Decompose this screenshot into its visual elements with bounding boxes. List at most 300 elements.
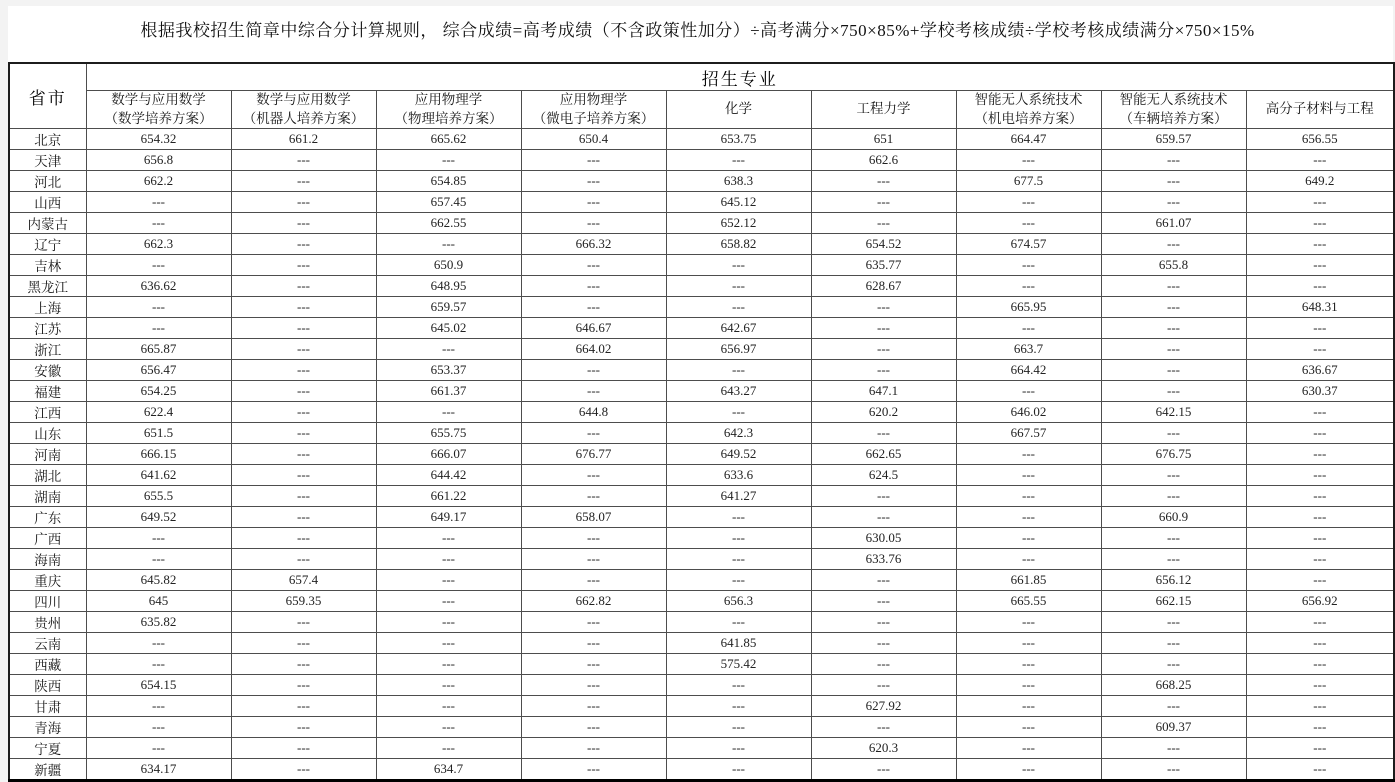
province-cell: 贵州 <box>9 612 86 633</box>
score-cell: --- <box>1246 318 1394 339</box>
score-cell: 635.82 <box>86 612 231 633</box>
province-cell: 吉林 <box>9 255 86 276</box>
score-cell: --- <box>1101 318 1246 339</box>
score-cell: --- <box>1246 759 1394 781</box>
score-cell: 645.02 <box>376 318 521 339</box>
score-cell: --- <box>231 318 376 339</box>
table-row <box>9 696 1394 717</box>
score-cell: --- <box>231 549 376 570</box>
table-row <box>9 675 1394 696</box>
score-cell: --- <box>666 549 811 570</box>
score-cell: --- <box>86 633 231 654</box>
score-cell: 653.37 <box>376 360 521 381</box>
score-cell: --- <box>376 234 521 255</box>
score-cell: --- <box>231 465 376 486</box>
score-cell: 647.1 <box>811 381 956 402</box>
score-cell: --- <box>666 570 811 591</box>
score-cell: --- <box>666 696 811 717</box>
score-cell: 661.22 <box>376 486 521 507</box>
score-cell: --- <box>956 675 1101 696</box>
score-cell: --- <box>1246 654 1394 675</box>
score-cell: --- <box>811 570 956 591</box>
province-cell: 山东 <box>9 423 86 444</box>
score-cell: --- <box>811 423 956 444</box>
table-row <box>9 192 1394 213</box>
score-formula-note: 根据我校招生简章中综合分计算规则， 综合成绩=高考成绩（不含政策性加分）÷高考满分×750×85%+学校考核成绩÷学校考核成绩满分×750×15% <box>140 21 1255 40</box>
score-cell: 645.12 <box>666 192 811 213</box>
score-cell: --- <box>521 423 666 444</box>
score-cell: 654.32 <box>86 129 231 150</box>
score-cell: --- <box>666 675 811 696</box>
table-row <box>9 255 1394 276</box>
score-cell: --- <box>521 549 666 570</box>
score-cell: 662.3 <box>86 234 231 255</box>
score-cell: --- <box>521 255 666 276</box>
score-cell: --- <box>1246 255 1394 276</box>
province-cell: 湖北 <box>9 465 86 486</box>
score-cell: 657.4 <box>231 570 376 591</box>
score-cell: --- <box>1246 150 1394 171</box>
score-cell: --- <box>231 654 376 675</box>
score-cell: 656.92 <box>1246 591 1394 612</box>
score-cell: --- <box>666 738 811 759</box>
score-cell: --- <box>1246 276 1394 297</box>
score-cell: --- <box>956 192 1101 213</box>
score-cell: --- <box>1246 717 1394 738</box>
score-cell: --- <box>521 654 666 675</box>
score-cell: 662.65 <box>811 444 956 465</box>
province-cell: 甘肃 <box>9 696 86 717</box>
score-cell: 655.5 <box>86 486 231 507</box>
table-row <box>9 213 1394 234</box>
table-row <box>9 507 1394 528</box>
score-cell: 620.2 <box>811 402 956 423</box>
major-column-header: 高分子材料与工程 <box>1246 91 1394 129</box>
score-cell: --- <box>1101 465 1246 486</box>
score-cell: 659.57 <box>376 297 521 318</box>
score-cell: --- <box>376 591 521 612</box>
table-row <box>9 318 1394 339</box>
score-cell: --- <box>811 297 956 318</box>
table-row <box>9 360 1394 381</box>
score-cell: 654.85 <box>376 171 521 192</box>
score-cell: --- <box>1101 549 1246 570</box>
table-row <box>9 444 1394 465</box>
score-cell: 644.8 <box>521 402 666 423</box>
score-cell: 667.57 <box>956 423 1101 444</box>
score-cell: --- <box>1101 297 1246 318</box>
table-row <box>9 759 1394 781</box>
score-cell: 659.35 <box>231 591 376 612</box>
score-cell: 648.31 <box>1246 297 1394 318</box>
score-cell: --- <box>231 675 376 696</box>
score-cell: --- <box>521 171 666 192</box>
score-cell: --- <box>1246 507 1394 528</box>
province-cell: 江西 <box>9 402 86 423</box>
score-cell: --- <box>521 612 666 633</box>
score-cell: 646.67 <box>521 318 666 339</box>
score-cell: --- <box>1101 486 1246 507</box>
score-cell: 654.25 <box>86 381 231 402</box>
score-cell: --- <box>1101 234 1246 255</box>
score-cell: --- <box>231 171 376 192</box>
score-cell: --- <box>231 444 376 465</box>
score-cell: --- <box>956 696 1101 717</box>
score-cell: --- <box>376 150 521 171</box>
score-cell: --- <box>1101 150 1246 171</box>
province-cell: 云南 <box>9 633 86 654</box>
table-row <box>9 738 1394 759</box>
score-cell: --- <box>1246 549 1394 570</box>
score-cell: 636.62 <box>86 276 231 297</box>
score-cell: 651 <box>811 129 956 150</box>
score-cell: --- <box>956 612 1101 633</box>
province-cell: 海南 <box>9 549 86 570</box>
group-header-row <box>9 63 1394 91</box>
score-cell: --- <box>956 549 1101 570</box>
score-cell: --- <box>666 360 811 381</box>
province-cell: 青海 <box>9 717 86 738</box>
score-cell: --- <box>956 528 1101 549</box>
score-cell: 666.07 <box>376 444 521 465</box>
table-row <box>9 276 1394 297</box>
score-cell: 645 <box>86 591 231 612</box>
table-row <box>9 528 1394 549</box>
score-cell: 664.42 <box>956 360 1101 381</box>
score-cell: 650.9 <box>376 255 521 276</box>
score-cell: 656.47 <box>86 360 231 381</box>
score-cell: 641.85 <box>666 633 811 654</box>
score-cell: 642.67 <box>666 318 811 339</box>
score-cell: --- <box>811 591 956 612</box>
score-cell: 609.37 <box>1101 717 1246 738</box>
score-cell: --- <box>1246 192 1394 213</box>
score-cell: --- <box>956 633 1101 654</box>
score-cell: --- <box>1246 696 1394 717</box>
score-cell: 662.2 <box>86 171 231 192</box>
score-cell: --- <box>666 150 811 171</box>
score-cell: 656.12 <box>1101 570 1246 591</box>
score-cell: 661.2 <box>231 129 376 150</box>
score-cell: --- <box>521 696 666 717</box>
score-cell: 661.85 <box>956 570 1101 591</box>
major-column-header: 智能无人系统技术 （机电培养方案） <box>956 91 1101 129</box>
province-cell: 内蒙古 <box>9 213 86 234</box>
score-cell: --- <box>666 612 811 633</box>
province-cell: 上海 <box>9 297 86 318</box>
table-row <box>9 717 1394 738</box>
score-cell: --- <box>811 192 956 213</box>
score-cell: --- <box>231 759 376 781</box>
score-cell: --- <box>231 612 376 633</box>
table-row <box>9 129 1394 150</box>
major-column-header: 化学 <box>666 91 811 129</box>
score-cell: --- <box>231 339 376 360</box>
score-cell: 656.3 <box>666 591 811 612</box>
score-cell: 634.7 <box>376 759 521 781</box>
table-row <box>9 591 1394 612</box>
score-cell: --- <box>1101 339 1246 360</box>
score-cell: --- <box>231 192 376 213</box>
score-cell: --- <box>86 255 231 276</box>
score-cell: --- <box>1246 339 1394 360</box>
score-cell: --- <box>86 528 231 549</box>
score-cell: --- <box>1101 633 1246 654</box>
score-cell: --- <box>86 654 231 675</box>
score-cell: --- <box>231 255 376 276</box>
province-cell: 陕西 <box>9 675 86 696</box>
score-cell: --- <box>521 192 666 213</box>
score-cell: --- <box>811 171 956 192</box>
table-row <box>9 339 1394 360</box>
province-cell: 浙江 <box>9 339 86 360</box>
score-cell: 642.3 <box>666 423 811 444</box>
score-cell: --- <box>521 381 666 402</box>
score-cell: 664.02 <box>521 339 666 360</box>
score-cell: --- <box>956 654 1101 675</box>
score-cell: 677.5 <box>956 171 1101 192</box>
table-row <box>9 570 1394 591</box>
score-cell: --- <box>521 759 666 781</box>
score-cell: --- <box>1246 423 1394 444</box>
score-cell: 630.37 <box>1246 381 1394 402</box>
score-cell: 641.62 <box>86 465 231 486</box>
score-cell: 651.5 <box>86 423 231 444</box>
score-cell: --- <box>1246 402 1394 423</box>
score-cell: 665.87 <box>86 339 231 360</box>
table-row <box>9 402 1394 423</box>
score-cell: --- <box>956 507 1101 528</box>
score-cell: --- <box>521 297 666 318</box>
score-cell: 659.57 <box>1101 129 1246 150</box>
major-column-header: 应用物理学 （微电子培养方案） <box>521 91 666 129</box>
score-cell: --- <box>956 213 1101 234</box>
score-cell: --- <box>666 717 811 738</box>
score-cell: --- <box>86 318 231 339</box>
score-cell: --- <box>1101 654 1246 675</box>
province-cell: 江苏 <box>9 318 86 339</box>
score-cell: --- <box>521 738 666 759</box>
score-cell: 643.27 <box>666 381 811 402</box>
score-cell: 633.6 <box>666 465 811 486</box>
score-cell: --- <box>1101 528 1246 549</box>
table-row <box>9 150 1394 171</box>
score-cell: --- <box>376 738 521 759</box>
score-cell: --- <box>1101 276 1246 297</box>
score-cell: --- <box>86 213 231 234</box>
score-cell: --- <box>1246 234 1394 255</box>
score-cell: 660.9 <box>1101 507 1246 528</box>
score-cell: 663.7 <box>956 339 1101 360</box>
score-cell: --- <box>666 297 811 318</box>
table-row <box>9 381 1394 402</box>
table-row <box>9 549 1394 570</box>
score-cell: --- <box>86 696 231 717</box>
score-cell: --- <box>1101 759 1246 781</box>
score-cell: --- <box>231 381 376 402</box>
score-cell: --- <box>521 528 666 549</box>
score-cell: 664.47 <box>956 129 1101 150</box>
score-cell: 575.42 <box>666 654 811 675</box>
score-cell: 649.52 <box>666 444 811 465</box>
score-cell: --- <box>86 738 231 759</box>
score-cell: --- <box>231 633 376 654</box>
score-cell: 676.77 <box>521 444 666 465</box>
score-cell: --- <box>811 486 956 507</box>
score-cell: --- <box>666 507 811 528</box>
score-cell: --- <box>1101 360 1246 381</box>
score-cell: --- <box>1101 612 1246 633</box>
major-column-header: 应用物理学 （物理培养方案） <box>376 91 521 129</box>
admission-scores-table <box>8 62 1395 782</box>
score-cell: 665.95 <box>956 297 1101 318</box>
score-cell: 638.3 <box>666 171 811 192</box>
score-cell: --- <box>956 717 1101 738</box>
score-cell: --- <box>666 276 811 297</box>
score-cell: --- <box>86 549 231 570</box>
score-cell: 656.55 <box>1246 129 1394 150</box>
score-cell: 646.02 <box>956 402 1101 423</box>
score-cell: --- <box>956 318 1101 339</box>
table-row <box>9 423 1394 444</box>
score-cell: --- <box>811 213 956 234</box>
score-cell: --- <box>956 738 1101 759</box>
province-cell: 辽宁 <box>9 234 86 255</box>
score-cell: --- <box>1246 528 1394 549</box>
score-cell: --- <box>1246 633 1394 654</box>
score-cell: --- <box>521 360 666 381</box>
table-row <box>9 654 1394 675</box>
score-cell: 634.17 <box>86 759 231 781</box>
score-cell: 662.15 <box>1101 591 1246 612</box>
score-cell: --- <box>521 213 666 234</box>
score-cell: 649.52 <box>86 507 231 528</box>
score-cell: 656.97 <box>666 339 811 360</box>
province-cell: 新疆 <box>9 759 86 781</box>
score-cell: --- <box>956 381 1101 402</box>
score-cell: --- <box>86 192 231 213</box>
score-cell: --- <box>811 759 956 781</box>
province-cell: 湖南 <box>9 486 86 507</box>
province-cell: 天津 <box>9 150 86 171</box>
score-cell: 676.75 <box>1101 444 1246 465</box>
table-row <box>9 612 1394 633</box>
province-cell: 宁夏 <box>9 738 86 759</box>
majors-group-header: 招生专业 <box>86 63 1394 91</box>
score-cell: 633.76 <box>811 549 956 570</box>
score-cell: 645.82 <box>86 570 231 591</box>
score-cell: 654.52 <box>811 234 956 255</box>
table-row <box>9 486 1394 507</box>
score-cell: --- <box>376 633 521 654</box>
score-cell: --- <box>376 549 521 570</box>
province-cell: 重庆 <box>9 570 86 591</box>
score-cell: --- <box>811 633 956 654</box>
score-cell: 644.42 <box>376 465 521 486</box>
score-cell: --- <box>231 486 376 507</box>
score-cell: --- <box>1246 612 1394 633</box>
score-cell: --- <box>231 234 376 255</box>
score-cell: 662.6 <box>811 150 956 171</box>
score-cell: --- <box>811 339 956 360</box>
score-cell: --- <box>521 570 666 591</box>
score-cell: --- <box>1101 171 1246 192</box>
major-header-row <box>9 91 1394 129</box>
major-column-header: 数学与应用数学 （机器人培养方案） <box>231 91 376 129</box>
score-cell: --- <box>521 633 666 654</box>
score-cell: 674.57 <box>956 234 1101 255</box>
score-cell: --- <box>956 465 1101 486</box>
score-cell: --- <box>376 696 521 717</box>
province-cell: 福建 <box>9 381 86 402</box>
score-cell: --- <box>666 255 811 276</box>
table-row <box>9 633 1394 654</box>
score-cell: 630.05 <box>811 528 956 549</box>
score-cell: 652.12 <box>666 213 811 234</box>
score-cell: --- <box>811 612 956 633</box>
score-cell: --- <box>231 150 376 171</box>
score-cell: --- <box>376 717 521 738</box>
score-cell: 661.37 <box>376 381 521 402</box>
score-cell: --- <box>376 339 521 360</box>
score-cell: 668.25 <box>1101 675 1246 696</box>
score-cell: --- <box>1101 381 1246 402</box>
score-cell: --- <box>86 717 231 738</box>
score-cell: 650.4 <box>521 129 666 150</box>
score-cell: --- <box>231 507 376 528</box>
table-row <box>9 171 1394 192</box>
score-cell: --- <box>956 255 1101 276</box>
province-cell: 北京 <box>9 129 86 150</box>
province-cell: 河北 <box>9 171 86 192</box>
score-cell: --- <box>666 759 811 781</box>
score-cell: --- <box>521 465 666 486</box>
score-cell: --- <box>231 360 376 381</box>
score-cell: --- <box>956 759 1101 781</box>
score-cell: 624.5 <box>811 465 956 486</box>
score-cell: --- <box>376 528 521 549</box>
score-cell: --- <box>521 150 666 171</box>
score-cell: 657.45 <box>376 192 521 213</box>
score-cell: --- <box>521 486 666 507</box>
score-cell: --- <box>1246 465 1394 486</box>
score-cell: --- <box>956 486 1101 507</box>
score-cell: 648.95 <box>376 276 521 297</box>
score-cell: 635.77 <box>811 255 956 276</box>
score-cell: --- <box>231 738 376 759</box>
major-column-header: 智能无人系统技术 （车辆培养方案） <box>1101 91 1246 129</box>
score-cell: 642.15 <box>1101 402 1246 423</box>
table-row <box>9 297 1394 318</box>
score-cell: --- <box>811 360 956 381</box>
score-cell: --- <box>1246 486 1394 507</box>
score-cell: 653.75 <box>666 129 811 150</box>
province-cell: 西藏 <box>9 654 86 675</box>
score-cell: --- <box>86 297 231 318</box>
score-cell: 662.55 <box>376 213 521 234</box>
score-cell: 622.4 <box>86 402 231 423</box>
score-cell: 658.82 <box>666 234 811 255</box>
province-cell: 河南 <box>9 444 86 465</box>
score-cell: --- <box>1246 738 1394 759</box>
score-cell: --- <box>231 696 376 717</box>
score-cell: 628.67 <box>811 276 956 297</box>
score-cell: 620.3 <box>811 738 956 759</box>
score-cell: --- <box>811 318 956 339</box>
score-cell: --- <box>1101 696 1246 717</box>
score-cell: --- <box>231 297 376 318</box>
score-cell: --- <box>231 717 376 738</box>
